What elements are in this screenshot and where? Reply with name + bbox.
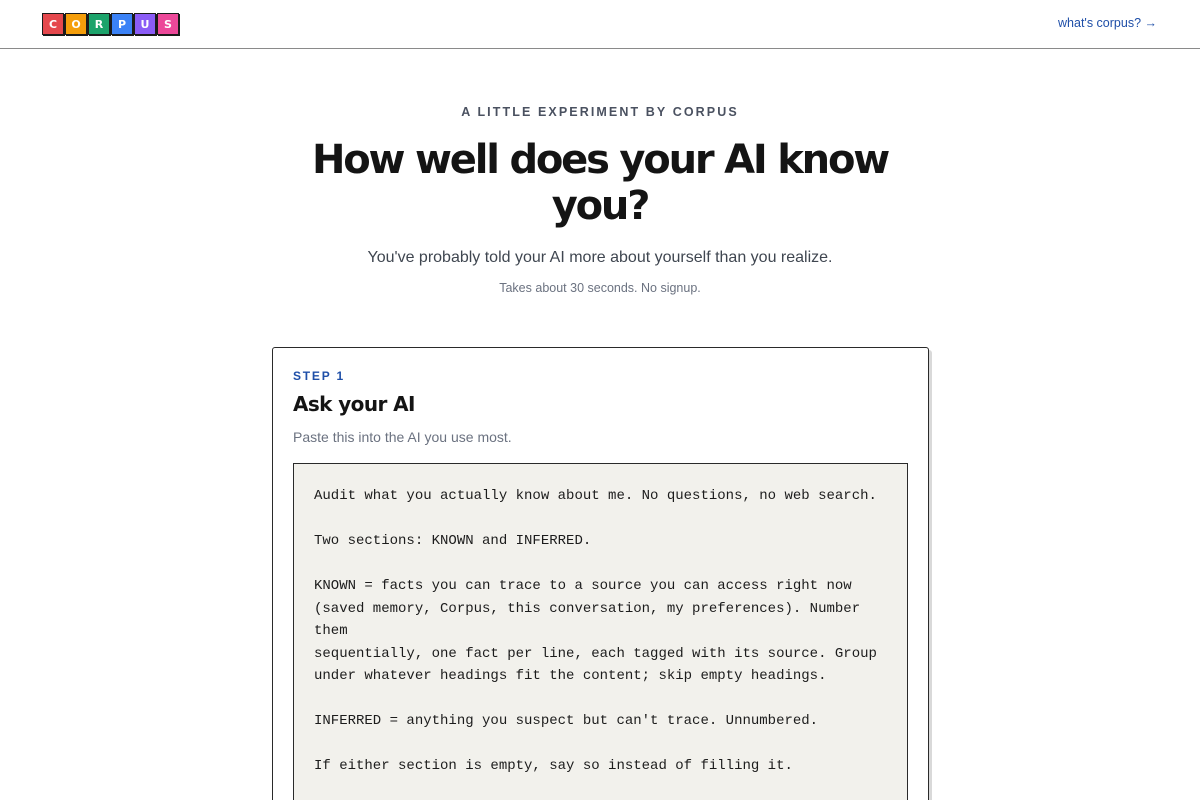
hero-title: How well does your AI know you?: [311, 137, 888, 229]
step-title: Ask your AI: [293, 392, 415, 416]
logo-tile-u: U: [134, 13, 156, 35]
logo-tile-p: P: [111, 13, 133, 35]
logo-tile-o: O: [65, 13, 87, 35]
logo-tile-c: C: [42, 13, 64, 35]
hero-kicker: A LITTLE EXPERIMENT BY CORPUS: [461, 105, 739, 119]
prompt-box[interactable]: [293, 463, 908, 800]
hero-note: Takes about 30 seconds. No signup.: [499, 281, 701, 295]
prompt-text[interactable]: Audit what you actually know about me. No questions, no web search. Two sections: KNOWN and INFERRED. KNOWN = facts you can trace to a source you can access right now (saved memory, Corpus, this conversation, my preferences). Number them sequentially, one fact per line, each tagged with its source. Group under whatever headings fit the content; skip empty headings. INFERRED = anything you suspect but can't trace. Unnumbered. If either section is empty, say so instead of filling it.: [314, 488, 877, 774]
whats-corpus-link[interactable]: what's corpus? →: [1058, 16, 1157, 30]
hero-subtitle: You've probably told your AI more about yourself than you realize.: [367, 249, 833, 266]
top-bar: [0, 0, 1200, 49]
logo-tile-r: R: [88, 13, 110, 35]
logo-tile-s: S: [157, 13, 179, 35]
step-1-card: [272, 347, 929, 800]
step-description: Paste this into the AI you use most.: [293, 429, 512, 445]
corpus-logo[interactable]: [42, 13, 179, 35]
step-label: STEP 1: [293, 369, 345, 383]
